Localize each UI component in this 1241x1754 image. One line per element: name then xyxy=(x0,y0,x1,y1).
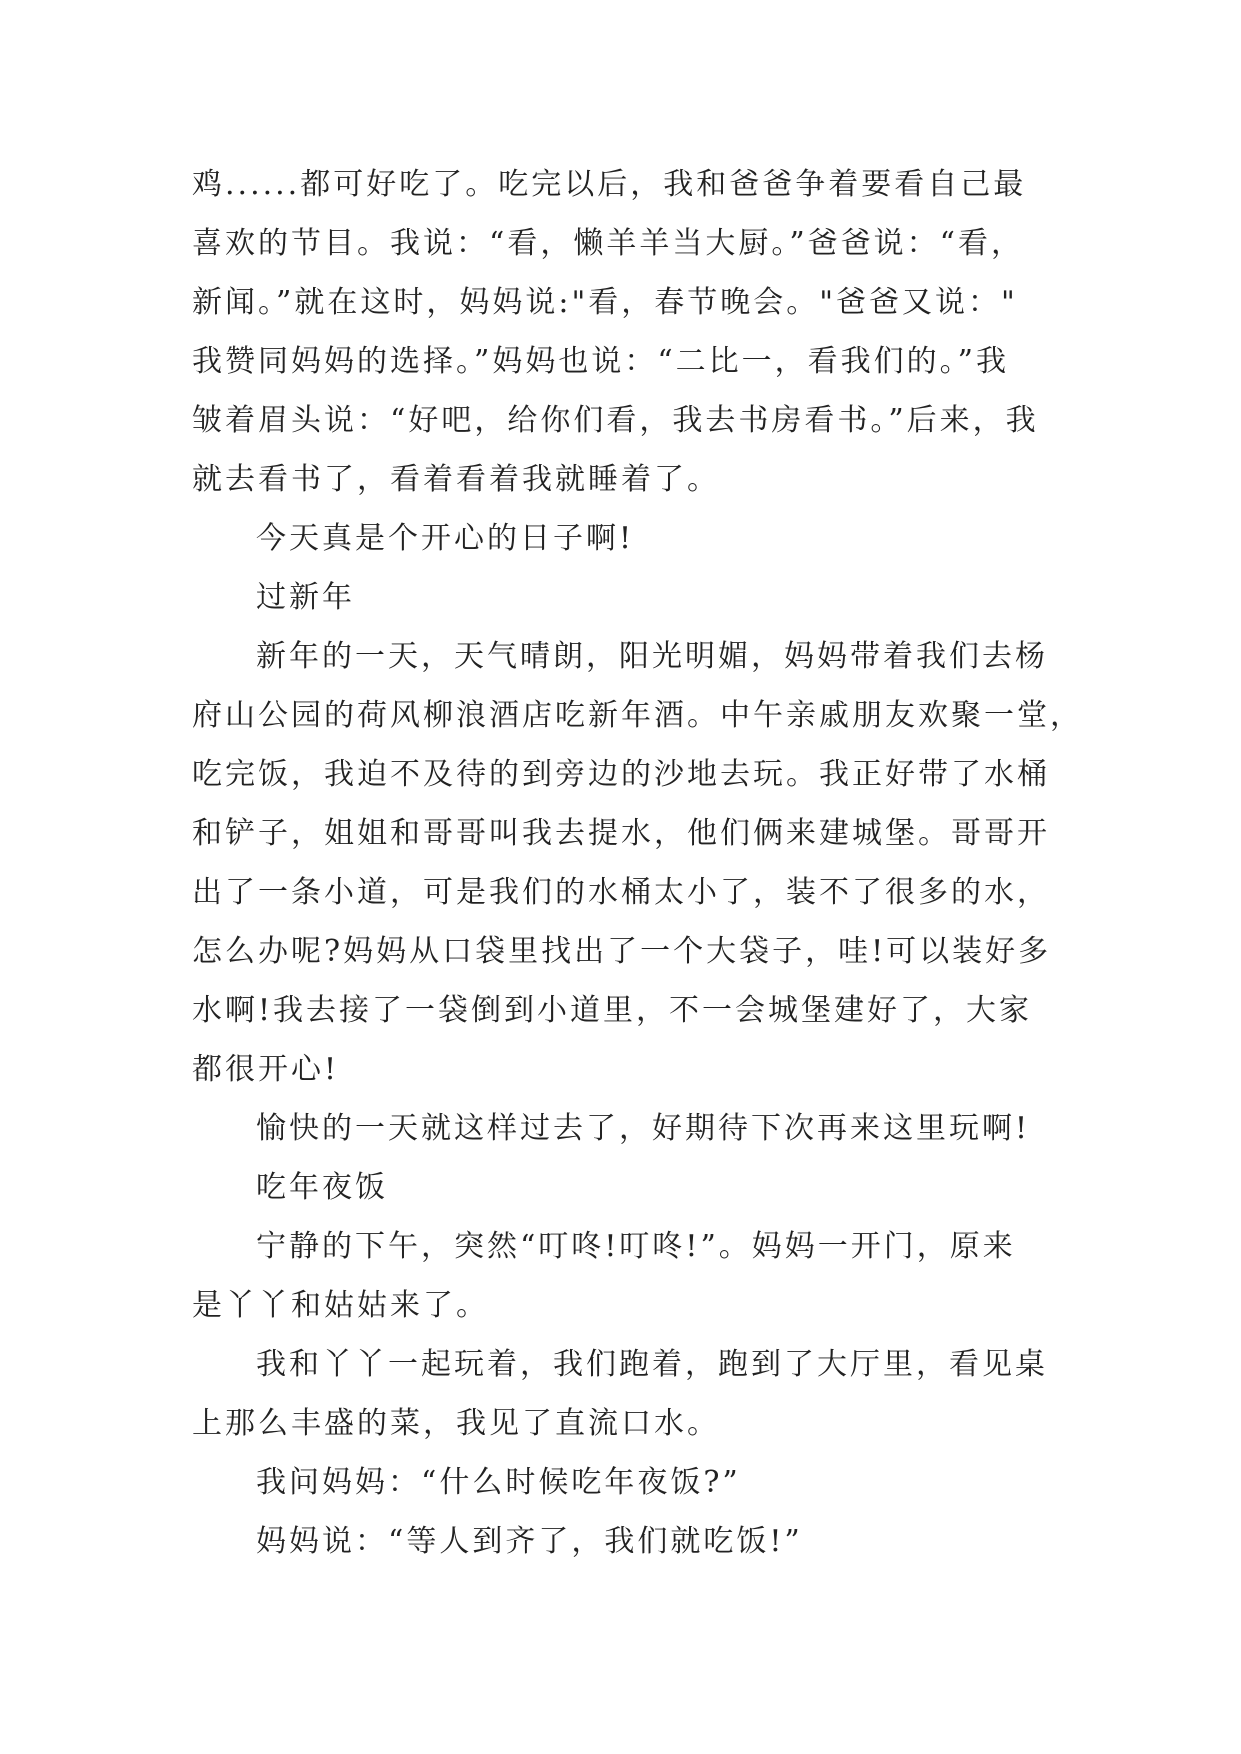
text-line: 和铲子，姐姐和哥哥叫我去提水，他们俩来建城堡。哥哥开 xyxy=(192,816,1050,851)
text-line: 鸡......都可好吃了。吃完以后，我和爸爸争着要看自己最 xyxy=(192,167,1027,202)
text-line: 都很开心! xyxy=(192,1052,340,1087)
text-line: 出了一条小道，可是我们的水桶太小了，装不了很多的水， xyxy=(192,875,1050,910)
text-line: 新年的一天，天气晴朗，阳光明媚，妈妈带着我们去杨 xyxy=(256,639,1048,674)
text-line: 是丫丫和姑姑来了。 xyxy=(192,1288,489,1323)
text-line: 我问妈妈：“什么时候吃年夜饭?” xyxy=(256,1465,741,1500)
text-line: 新闻。”就在这时，妈妈说:"看，春节晚会。"爸爸又说：" xyxy=(192,285,1018,320)
text-line: 愉快的一天就这样过去了，好期待下次再来这里玩啊! xyxy=(256,1111,1031,1146)
text-line: 宁静的下午，突然“叮咚!叮咚!”。妈妈一开门，原来 xyxy=(256,1229,1016,1264)
text-line: 就去看书了，看着看着我就睡着了。 xyxy=(192,462,720,497)
text-line: 府山公园的荷风柳浪酒店吃新年酒。中午亲戚朋友欢聚一堂， xyxy=(192,698,1083,733)
text-line: 皱着眉头说：“好吧，给你们看，我去书房看书。”后来，我 xyxy=(192,403,1039,438)
text-line: 吃完饭，我迫不及待的到旁边的沙地去玩。我正好带了水桶 xyxy=(192,757,1050,792)
text-line: 喜欢的节目。我说：“看，懒羊羊当大厨。”爸爸说：“看， xyxy=(192,226,1025,261)
body-text xyxy=(192,155,1083,1571)
section-heading: 吃年夜饭 xyxy=(256,1170,388,1205)
text-line: 水啊!我去接了一袋倒到小道里，不一会城堡建好了，大家 xyxy=(192,993,1033,1028)
text-line: 今天真是个开心的日子啊! xyxy=(256,521,635,556)
section-heading: 过新年 xyxy=(256,580,355,615)
text-line: 我和丫丫一起玩着，我们跑着，跑到了大厅里，看见桌 xyxy=(256,1347,1048,1382)
text-line: 我赞同妈妈的选择。”妈妈也说：“二比一，看我们的。”我 xyxy=(192,344,1010,379)
text-line: 妈妈说：“等人到齐了，我们就吃饭!” xyxy=(256,1524,803,1559)
text-line: 怎么办呢?妈妈从口袋里找出了一个大袋子，哇!可以装好多 xyxy=(192,934,1052,969)
text-line: 上那么丰盛的菜，我见了直流口水。 xyxy=(192,1406,720,1441)
